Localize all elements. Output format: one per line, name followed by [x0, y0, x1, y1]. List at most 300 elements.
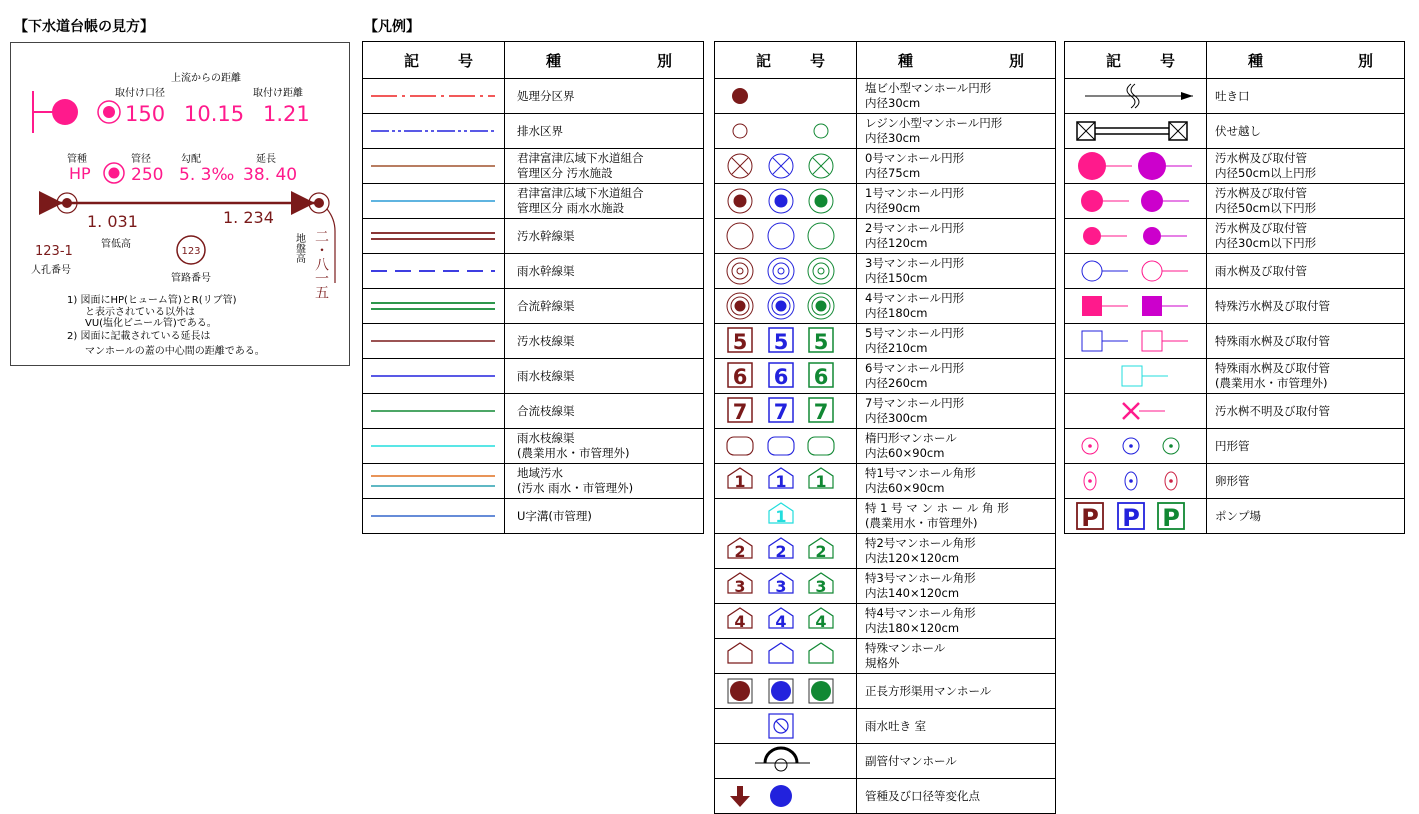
svg-text:6: 6: [813, 365, 829, 389]
line-legend-row: [363, 429, 704, 464]
inlet-legend-symbol: [1065, 325, 1205, 357]
manhole-legend-symbol-cell: [715, 324, 857, 359]
line-legend-label-cell: [505, 114, 704, 149]
inlet-legend-label: 伏せ越し: [1215, 123, 1261, 138]
svg-text:7: 7: [813, 400, 829, 424]
manhole-legend-row: [715, 79, 1056, 114]
note-2a: 2) 図面に記載されている延長は: [67, 331, 211, 342]
manhole-legend-label-cell: [857, 429, 1056, 464]
manhole-legend-label-cell: [857, 674, 1056, 709]
line-legend-label-cell: [505, 184, 704, 219]
manhole-legend-row: [715, 534, 1056, 569]
line-legend-symbol: [363, 220, 503, 252]
manhole-legend-symbol-cell: [715, 604, 857, 639]
manhole-legend-row: [715, 394, 1056, 429]
inlet-legend-symbol-cell: [1065, 79, 1207, 114]
legend-table-lines: 記 号 種 別 処理分区界 排水区界 君津富津広域下水道組合 管理区分 汚水施設 君津富津広域下水道組合 管理区分 雨水水施設 汚水幹線渠 雨水幹線渠 合流幹線渠 汚水枝線渠 雨水枝線渠 合流枝線渠 雨水枝線渠 (農業用水・市管理外) 地域汚水 (汚水 雨水・市管理外) U字溝(市管理): [362, 41, 704, 534]
manhole-legend-symbol-cell: [715, 779, 857, 814]
inlet-legend-symbol: [1065, 430, 1205, 462]
manhole-legend-symbol: [715, 675, 855, 707]
line-legend-symbol: [363, 80, 503, 112]
line-legend-label-cell: [505, 219, 704, 254]
svg-text:1: 1: [815, 472, 827, 491]
manhole-legend-symbol: [715, 395, 855, 427]
manhole-legend-symbol: [715, 745, 855, 777]
line-legend-sublabel: (汚水 雨水・市管理外): [517, 481, 634, 495]
inlet-legend-row: [1065, 499, 1405, 534]
line-legend-row: [363, 499, 704, 534]
line-legend-label-cell: [505, 464, 704, 499]
inlet-legend-symbol: [1065, 185, 1205, 217]
manhole-legend-label-cell: [857, 709, 1056, 744]
manhole-legend-symbol-cell: [715, 744, 857, 779]
line-legend-symbol-cell: [363, 149, 505, 184]
inlet-legend-label-cell: [1207, 499, 1405, 534]
inlet-legend-symbol-cell: [1065, 324, 1207, 359]
line-legend-label-cell: [505, 429, 704, 464]
line-legend-symbol-cell: [363, 114, 505, 149]
manhole-legend-row: [715, 289, 1056, 324]
manhole-legend-label: 2号マンホール円形: [865, 221, 965, 235]
manhole-legend-sublabel: 内法140×120cm: [865, 586, 960, 600]
svg-text:5: 5: [732, 330, 748, 354]
manhole-legend-label: 楕円形マンホール: [865, 431, 957, 445]
manhole-legend-label: 特1号マンホール角形: [865, 466, 976, 480]
manhole-legend-sublabel: 規格外: [865, 656, 900, 670]
inlet-legend-symbol: [1065, 255, 1205, 287]
manhole-legend-symbol-cell: [715, 394, 857, 429]
svg-text:3: 3: [815, 577, 827, 596]
invert-left-value: 1. 031: [87, 212, 138, 231]
manhole-legend-sublabel: 内径75cm: [865, 166, 921, 180]
guide-diagram: [11, 43, 351, 367]
distance-value: 10.15: [184, 102, 245, 126]
inlet-legend-row: [1065, 464, 1405, 499]
inlet-legend-row: [1065, 184, 1405, 219]
manhole-legend-symbol-cell: [715, 429, 857, 464]
manhole-legend-symbol-cell: [715, 359, 857, 394]
line-legend-row: [363, 114, 704, 149]
manhole-legend-label-cell: [857, 604, 1056, 639]
manhole-legend-label-cell: [857, 219, 1056, 254]
inlet-legend-label-cell: [1207, 464, 1405, 499]
manhole-legend-symbol-cell: [715, 499, 857, 534]
inlet-legend-sublabel: 内径50cm以上円形: [1215, 166, 1317, 180]
line-legend-symbol: [363, 500, 503, 532]
manhole-legend-sublabel: 内径210cm: [865, 341, 928, 355]
manhole-legend-symbol-cell: [715, 639, 857, 674]
line-legend-label: 処理分区界: [517, 88, 575, 103]
manhole-legend-row: [715, 779, 1056, 814]
line-legend-symbol-cell: [363, 79, 505, 114]
line-legend-row: [363, 149, 704, 184]
line-legend-label: U字溝(市管理): [517, 508, 592, 523]
svg-text:6: 6: [732, 365, 748, 389]
manhole-legend-symbol: [715, 535, 855, 567]
inlet-legend-symbol-cell: [1065, 499, 1207, 534]
manhole-legend-symbol-cell: [715, 149, 857, 184]
guide-title: 【下水道台帳の見方】: [14, 19, 154, 35]
manhole-legend-label-cell: [857, 184, 1056, 219]
manhole-legend-label: 副管付マンホール: [865, 753, 957, 768]
svg-text:4: 4: [775, 612, 787, 631]
inlet-legend-symbol-cell: [1065, 149, 1207, 184]
manhole-legend-symbol-cell: [715, 709, 857, 744]
manhole-legend-row: [715, 499, 1056, 534]
manhole-legend-label: 1号マンホール円形: [865, 186, 965, 200]
manhole-legend-row: [715, 359, 1056, 394]
manhole-legend-row: [715, 429, 1056, 464]
manhole-legend-label: 塩ビ小型マンホール円形: [865, 81, 992, 95]
manhole-legend-sublabel: (農業用水・市管理外): [865, 516, 978, 530]
manhole-legend-row: [715, 744, 1056, 779]
manhole-legend-symbol: [715, 255, 855, 287]
manhole-legend-row: [715, 639, 1056, 674]
slope-value: 5. 3‰: [179, 165, 235, 185]
manhole-legend-row: [715, 254, 1056, 289]
line-legend-label-cell: [505, 79, 704, 114]
line-legend-symbol-cell: [363, 359, 505, 394]
manhole-legend-label: 特殊マンホール: [865, 641, 946, 655]
manhole-legend-symbol: [715, 500, 855, 532]
svg-text:6: 6: [773, 365, 789, 389]
manhole-legend-symbol: [715, 80, 855, 112]
inlet-legend-symbol-cell: [1065, 289, 1207, 324]
inlet-legend-symbol-cell: [1065, 429, 1207, 464]
manhole-legend-sublabel: 内径180cm: [865, 306, 928, 320]
manhole-legend-label-cell: [857, 359, 1056, 394]
manhole-legend-label-cell: [857, 394, 1056, 429]
svg-text:1: 1: [775, 472, 787, 491]
line-legend-symbol: [363, 150, 503, 182]
inlet-legend-symbol: [1065, 115, 1205, 147]
manhole-legend-label: 特 1 号 マ ン ホ ー ル 角 形: [865, 501, 1009, 515]
manhole-legend-label: 管種及び口径等変化点: [865, 788, 980, 803]
manhole-legend-symbol: [715, 290, 855, 322]
inlet-legend-label: 特殊雨水桝及び取付管: [1215, 361, 1330, 375]
inlet-legend-symbol-cell: [1065, 394, 1207, 429]
line-legend-symbol: [363, 325, 503, 357]
manhole-legend-label-cell: [857, 569, 1056, 604]
inlet-legend-row: [1065, 289, 1405, 324]
length-label: 延長: [256, 154, 276, 165]
inlet-legend-label-cell: [1207, 359, 1405, 394]
svg-text:P: P: [1122, 504, 1140, 532]
line-legend-symbol-cell: [363, 464, 505, 499]
line-legend-symbol: [363, 430, 503, 462]
svg-text:P: P: [1162, 504, 1180, 532]
manhole-legend-symbol: [715, 710, 855, 742]
inlet-legend-label: 雨水桝及び取付管: [1215, 263, 1307, 278]
svg-text:2: 2: [815, 542, 827, 561]
legend-table-inlets-body: [1065, 79, 1405, 534]
svg-text:7: 7: [773, 400, 789, 424]
manhole-legend-label-cell: [857, 289, 1056, 324]
manhole-legend-symbol: [715, 465, 855, 497]
manhole-legend-label-cell: [857, 499, 1056, 534]
inlet-legend-row: [1065, 359, 1405, 394]
inlet-legend-symbol-cell: [1065, 464, 1207, 499]
inlet-legend-row: [1065, 394, 1405, 429]
inlet-legend-row: [1065, 79, 1405, 114]
manhole-legend-row: [715, 674, 1056, 709]
inlet-legend-label: 汚水桝及び取付管: [1215, 186, 1307, 200]
length-value: 38. 40: [243, 165, 298, 185]
line-legend-row: [363, 394, 704, 429]
line-legend-label-cell: [505, 394, 704, 429]
legend-table-manholes-body: [715, 79, 1056, 814]
manhole-legend-symbol-cell: [715, 254, 857, 289]
manhole-legend-label: 3号マンホール円形: [865, 256, 965, 270]
line-legend-label: 雨水枝線渠: [517, 368, 575, 383]
manhole-legend-label: 正長方形渠用マンホール: [865, 683, 992, 698]
line-legend-symbol: [363, 290, 503, 322]
inlet-legend-symbol: [1065, 80, 1205, 112]
manhole-legend-sublabel: 内径30cm: [865, 131, 921, 145]
legend-table-lines-body: [363, 79, 704, 534]
note-1b: と表示されている以外は: [85, 307, 195, 318]
manhole-legend-row: [715, 569, 1056, 604]
inlet-legend-symbol: [1065, 360, 1205, 392]
manhole-legend-symbol-cell: [715, 534, 857, 569]
manhole-legend-sublabel: 内法180×120cm: [865, 621, 960, 635]
inlet-legend-label-cell: [1207, 394, 1405, 429]
manhole-legend-symbol: [715, 780, 855, 812]
manhole-legend-symbol: [715, 570, 855, 602]
manhole-legend-symbol: [715, 430, 855, 462]
line-legend-label: 君津富津広域下水道組合: [517, 186, 644, 200]
legend-title: 【凡例】: [364, 19, 420, 35]
manhole-legend-sublabel: 内径300cm: [865, 411, 928, 425]
invert-right-value: 1. 234: [223, 208, 274, 227]
manhole-legend-symbol: [715, 220, 855, 252]
manhole-legend-label-cell: [857, 79, 1056, 114]
line-legend-label: 汚水枝線渠: [517, 333, 575, 348]
manhole-legend-symbol-cell: [715, 674, 857, 709]
inlet-legend-row: [1065, 219, 1405, 254]
inlet-legend-label-cell: [1207, 324, 1405, 359]
pipe-number-value: 123: [181, 246, 201, 257]
line-legend-label: 君津富津広域下水道組合: [517, 151, 644, 165]
line-legend-label: 排水区界: [517, 123, 563, 138]
line-legend-label: 雨水幹線渠: [517, 263, 575, 278]
line-legend-label: 汚水幹線渠: [517, 228, 575, 243]
pipe-type-label: 管種: [67, 154, 87, 165]
manhole-legend-symbol: [715, 115, 855, 147]
inlet-legend-sublabel: 内径50cm以下円形: [1215, 201, 1317, 215]
manhole-legend-row: [715, 464, 1056, 499]
pipe-dia-label: 管径: [131, 154, 151, 165]
line-legend-row: [363, 219, 704, 254]
manhole-legend-symbol: [715, 325, 855, 357]
line-legend-row: [363, 359, 704, 394]
inlet-legend-symbol-cell: [1065, 219, 1207, 254]
svg-text:5: 5: [813, 330, 829, 354]
inlet-legend-symbol: [1065, 150, 1205, 182]
line-legend-symbol-cell: [363, 394, 505, 429]
inlet-legend-sublabel: 内径30cm以下円形: [1215, 236, 1317, 250]
line-legend-symbol-cell: [363, 254, 505, 289]
line-legend-symbol: [363, 395, 503, 427]
manhole-legend-label: 4号マンホール円形: [865, 291, 965, 305]
legend-table-inlets: 記 号 種 別 吐き口 伏せ越し 汚水桝及び取付管 内径50cm以上円形 汚水桝及び取付管 内径50cm以下円形 汚水桝及び取付管 内径30cm以下円形 雨水桝及び取付管 特殊汚水桝及び取付管 特殊雨水桝及び取付管 特殊雨水桝及び取付管 (農業用水・市管理外) 汚水桝不明及び取付管 円形管 卵形管 P P P ポンプ場: [1064, 41, 1405, 534]
manhole-legend-symbol: [715, 185, 855, 217]
manhole-legend-label-cell: [857, 779, 1056, 814]
guide-panel: [10, 42, 350, 366]
manhole-legend-symbol-cell: [715, 219, 857, 254]
svg-text:P: P: [1081, 504, 1099, 532]
note-2b: マンホールの蓋の中心間の距離である。: [85, 346, 265, 357]
manhole-legend-row: [715, 114, 1056, 149]
ground-height-label: 地盤高: [293, 233, 305, 263]
line-legend-label-cell: [505, 289, 704, 324]
inlet-legend-label-cell: [1207, 219, 1405, 254]
inlet-legend-row: [1065, 254, 1405, 289]
note-1a: 1) 図面にHP(ヒューム管)とR(リブ管): [67, 295, 237, 306]
manhole-legend-row: [715, 149, 1056, 184]
manhole-legend-label: 5号マンホール円形: [865, 326, 965, 340]
inlet-legend-label: 汚水桝及び取付管: [1215, 221, 1307, 235]
line-legend-label: 雨水枝線渠: [517, 431, 575, 445]
manhole-legend-row: [715, 219, 1056, 254]
inlet-legend-label: 卵形管: [1215, 473, 1250, 488]
line-legend-label: 合流枝線渠: [517, 403, 575, 418]
diameter-value: 150: [125, 102, 166, 126]
line-legend-symbol-cell: [363, 184, 505, 219]
invert-label: 管低高: [101, 239, 131, 250]
line-legend-symbol-cell: [363, 289, 505, 324]
manhole-legend-sublabel: 内径90cm: [865, 201, 921, 215]
svg-text:4: 4: [815, 612, 827, 631]
line-legend-row: [363, 289, 704, 324]
manhole-legend-row: [715, 604, 1056, 639]
line-legend-symbol-cell: [363, 429, 505, 464]
ground-height-value: 二・八一五: [313, 229, 329, 299]
inlet-legend-row: [1065, 429, 1405, 464]
manhole-symbol: [52, 99, 78, 125]
line-legend-row: [363, 79, 704, 114]
manhole-legend-label: 7号マンホール円形: [865, 396, 965, 410]
manhole-legend-label: 特4号マンホール角形: [865, 606, 976, 620]
manhole-legend-label-cell: [857, 534, 1056, 569]
inlet-legend-label-cell: [1207, 79, 1405, 114]
inlet-legend-symbol-cell: [1065, 184, 1207, 219]
manhole-legend-sublabel: 内径30cm: [865, 96, 921, 110]
line-legend-sublabel: (農業用水・市管理外): [517, 446, 630, 460]
lateral-distance-label: 取付け距離: [253, 88, 303, 99]
line-legend-label-cell: [505, 254, 704, 289]
manhole-legend-symbol: [715, 360, 855, 392]
inlet-legend-label: 汚水桝及び取付管: [1215, 151, 1307, 165]
line-legend-symbol: [363, 185, 503, 217]
manhole-legend-sublabel: 内法120×120cm: [865, 551, 960, 565]
manhole-legend-label: レジン小型マンホール円形: [865, 116, 1003, 130]
manhole-legend-label: 雨水吐き 室: [865, 718, 927, 733]
legend-table-manholes: 記 号 種 別 塩ビ小型マンホール円形 内径30cm レジン小型マンホール円形 内径30cm 0号マンホール円形 内径75cm 1号マンホール円形 内径90cm 2号マンホール円形 内径120cm 3号マンホール円形 内径150cm 4号マンホール円形 内径180cm 5 5 5 5号マンホール円形 内径210cm 6 6 6 6号マンホール円形 内径260cm 7 7 7 7号マンホール円形 内径300cm 楕円形マンホール 内法60×90cm 1 1 1 特1号マンホール角形 内法60×90cm 1 特 1 号 マ ン ホ ー ル 角 形 (農業用水・市管理外) 2 2 2 特2号マンホール角形 内法120×120cm 3 3 3 特3号マンホール角形 内法140×120cm 4 4 4 特4号マンホール角形 内法180×120cm 特殊マンホール 規格外 正長方形渠用マンホール 雨水吐き 室 副管付マンホール 管種及び口径等変化点: [714, 41, 1056, 814]
pipe-number-label: 管路番号: [171, 273, 211, 284]
svg-text:2: 2: [734, 542, 746, 561]
manhole-legend-symbol: [715, 605, 855, 637]
line-legend-symbol-cell: [363, 219, 505, 254]
svg-text:5: 5: [773, 330, 789, 354]
manhole-legend-sublabel: 内径260cm: [865, 376, 928, 390]
line-legend-sublabel: 管理区分 汚水施設: [517, 166, 613, 180]
manhole-legend-row: [715, 709, 1056, 744]
manhole-legend-row: [715, 184, 1056, 219]
line-legend-label-cell: [505, 499, 704, 534]
inlet-legend-label-cell: [1207, 184, 1405, 219]
manhole-number-value: 123-1: [35, 244, 73, 259]
manhole-legend-label: 特3号マンホール角形: [865, 571, 976, 585]
line-legend-label-cell: [505, 324, 704, 359]
inlet-legend-symbol: [1065, 500, 1205, 532]
inlet-legend-symbol-cell: [1065, 359, 1207, 394]
manhole-legend-label-cell: [857, 464, 1056, 499]
inlet-legend-row: [1065, 114, 1405, 149]
lateral-diameter-label: 取付け口径: [115, 88, 165, 99]
manhole-legend-sublabel: 内径120cm: [865, 236, 928, 250]
manhole-legend-symbol-cell: [715, 79, 857, 114]
line-legend-symbol: [363, 115, 503, 147]
inlet-legend-label-cell: [1207, 254, 1405, 289]
manhole-legend-symbol-cell: [715, 464, 857, 499]
manhole-legend-label: 6号マンホール円形: [865, 361, 965, 375]
line-legend-row: [363, 254, 704, 289]
line-legend-symbol: [363, 255, 503, 287]
inlet-legend-label: 特殊汚水桝及び取付管: [1215, 298, 1330, 313]
inlet-legend-sublabel: (農業用水・市管理外): [1215, 376, 1328, 390]
line-legend-label-cell: [505, 359, 704, 394]
manhole-legend-symbol-cell: [715, 184, 857, 219]
line-legend-symbol-cell: [363, 324, 505, 359]
inlet-legend-label: 吐き口: [1215, 88, 1250, 103]
manhole-legend-sublabel: 内径150cm: [865, 271, 928, 285]
manhole-legend-label-cell: [857, 114, 1056, 149]
svg-text:1: 1: [775, 507, 787, 526]
manhole-legend-label-cell: [857, 639, 1056, 674]
inlet-legend-symbol: [1065, 220, 1205, 252]
svg-text:7: 7: [732, 400, 748, 424]
inlet-legend-label: 円形管: [1215, 438, 1250, 453]
svg-text:3: 3: [734, 577, 746, 596]
line-legend-symbol-cell: [363, 499, 505, 534]
line-legend-row: [363, 464, 704, 499]
manhole-legend-label: 0号マンホール円形: [865, 151, 965, 165]
line-legend-symbol: [363, 360, 503, 392]
pipe-dia-value: 250: [131, 165, 164, 185]
svg-text:1: 1: [734, 472, 746, 491]
note-1c: VU(塩化ビニール管)である。: [85, 318, 217, 329]
manhole-legend-label-cell: [857, 744, 1056, 779]
manhole-legend-label: 特2号マンホール角形: [865, 536, 976, 550]
line-legend-label-cell: [505, 149, 704, 184]
slope-label: 勾配: [181, 154, 201, 165]
line-legend-sublabel: 管理区分 雨水水施設: [517, 201, 625, 215]
lateral-value: 1.21: [263, 102, 310, 126]
line-legend-label: 合流幹線渠: [517, 298, 575, 313]
inlet-legend-symbol-cell: [1065, 114, 1207, 149]
line-legend-symbol: [363, 465, 503, 497]
manhole-legend-symbol: [715, 150, 855, 182]
inlet-legend-row: [1065, 149, 1405, 184]
inlet-legend-symbol: [1065, 395, 1205, 427]
line-legend-row: [363, 184, 704, 219]
inlet-legend-label-cell: [1207, 289, 1405, 324]
inlet-legend-row: [1065, 324, 1405, 359]
inlet-legend-label-cell: [1207, 114, 1405, 149]
inlet-legend-symbol: [1065, 465, 1205, 497]
svg-text:3: 3: [775, 577, 787, 596]
